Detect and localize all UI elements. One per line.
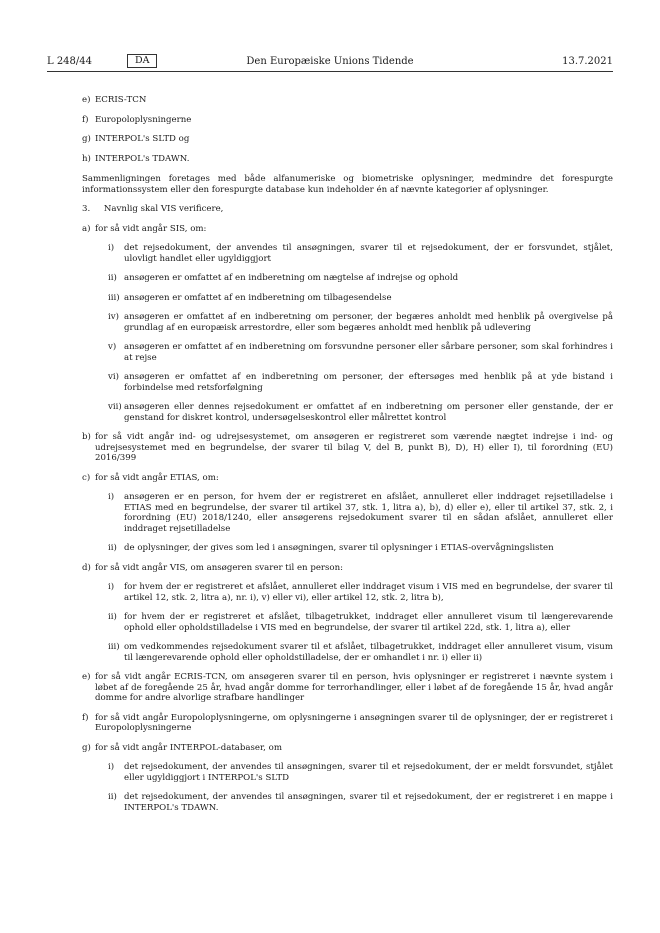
list-item-text: for så vidt angår SIS, om: (95, 223, 207, 234)
list-item-text: om vedkommendes rejsedokument svarer til et afslået, tilbagetrukket, inddraget eller annulleret visum, visum til længerevarende ophold eller opholdstilladelse, der er omhandlet i nr. i) eller ii) (124, 642, 613, 663)
sub-list-item (82, 612, 613, 633)
list-marker: g) (82, 134, 91, 144)
list-marker: c) (82, 472, 91, 483)
list-marker: e) (82, 95, 91, 105)
paragraph: 3. Navnlig skal VIS verificere, (82, 204, 224, 214)
list-item-text: for så vidt angår ind- og udrejsesystemet, om ansøgeren er registreret som værende nægtet indrejse i ind- og udrejsesystemet med en begrundelse, der svarer til bilag V, del B, punkt B), D), H) eller I), til forordning (EU) 2016/399 (95, 432, 613, 463)
list-item-text: INTERPOL's SLTD og (95, 134, 190, 144)
header-divider (47, 71, 613, 72)
list-item-text: for så vidt angår VIS, om ansøgeren svarer til en person: (95, 562, 344, 573)
list-marker: iii) (108, 292, 120, 303)
list-item (82, 224, 613, 235)
list-item-text: ansøgeren er omfattet af en indberetning om personer, der eftersøges med henblik på at yde bistand i forbindelse med retsforfølgning (124, 372, 613, 393)
list-item-text: ECRIS-TCN (95, 95, 147, 105)
list-marker: i) (108, 582, 115, 592)
list-marker: a) (82, 223, 91, 234)
list-item-text: for hvem der er registreret et afslået, annulleret eller inddraget visum i VIS med en begrundelse, der svarer til artikel 12, stk. 2, litra a), nr. i), v) eller vi), eller artikel 12, stk. 2, litra b), (124, 582, 613, 603)
list-item-text: ansøgeren er omfattet af en indberetning om personer, der begæres anholdt med henblik på overgivelse på grundlag af en europæisk arrestordre, eller som begæres anholdt med henblik på udlevering (124, 312, 613, 333)
list-marker: f) (82, 712, 89, 723)
list-marker: ii) (108, 273, 117, 283)
sub-list-item (82, 372, 613, 393)
publication-date: 13.7.2021 (562, 56, 613, 67)
list-marker: i) (108, 243, 115, 253)
list-marker: g) (82, 742, 91, 753)
list-item-text: det rejsedokument, der anvendes til ansøgningen, svarer til et rejsedokument, der er meldt forsvundet, stjålet eller ugyldiggjort i INTERPOL's SLTD (124, 762, 613, 783)
list-item-text: for så vidt angår Europoloplysningerne, om oplysningerne i ansøgningen svarer til de oplysninger, der er registreret i Europoloplysningerne (95, 712, 613, 733)
list-item-text: for så vidt angår INTERPOL-databaser, om (95, 742, 282, 753)
document-body (82, 95, 613, 813)
sub-list-item (82, 582, 613, 603)
list-item-text: ansøgeren eller dennes rejsedokument er omfattet af en indberetning om personer eller genstande, der er genstand for diskret kontrol, undersøgelseskontrol eller målrettet kontrol (124, 402, 613, 423)
sub-list-item (82, 312, 613, 333)
list-marker: ii) (108, 792, 117, 802)
list-marker: d) (82, 562, 91, 573)
list-marker: i) (108, 762, 115, 772)
list-item (82, 563, 613, 574)
list-item (82, 743, 613, 754)
list-marker: b) (82, 432, 91, 442)
list-item-text: det rejsedokument, der anvendes til ansøgningen, svarer til et rejsedokument, der er forsvundet, stjålet, ulovligt handlet eller ugyldiggjort (124, 243, 613, 264)
list-marker: iv) (108, 312, 119, 322)
list-item (82, 134, 613, 145)
list-item (82, 115, 613, 126)
list-marker: v) (108, 342, 117, 352)
list-item-text: for så vidt angår ETIAS, om: (95, 472, 219, 483)
list-marker: i) (108, 492, 115, 502)
list-item-text: Europoloplysningerne (95, 114, 192, 125)
list-marker: e) (82, 672, 91, 682)
sub-list-item (82, 642, 613, 663)
sub-list-item (82, 342, 613, 363)
list-marker: f) (82, 114, 89, 125)
list-marker: ii) (108, 543, 117, 553)
sub-list-item (82, 792, 613, 813)
list-marker: h) (82, 153, 91, 164)
journal-title: Den Europæiske Unions Tidende (246, 56, 414, 67)
list-marker: ii) (108, 612, 117, 622)
list-marker: vii) (108, 402, 122, 412)
sub-list-item (82, 402, 613, 423)
list-item (82, 672, 613, 704)
page-reference: L 248/44 (47, 56, 92, 67)
list-item-text: ansøgeren er omfattet af en indberetning om nægtelse af indrejse og ophold (124, 273, 459, 283)
list-item-text: for hvem der er registreret et afslået, tilbagetrukket, inddraget eller annulleret visum til længerevarende ophold eller opholdstilladelse i VIS med en begrundelse, der svarer til artikel 22d, stk. 1, litra a), eller (124, 612, 613, 633)
list-item-text: de oplysninger, der gives som led i ansøgningen, svarer til oplysninger i ETIAS-overvågningslisten (124, 543, 554, 553)
paragraph: Sammenligningen foretages med både alfanumeriske og biometriske oplysninger, medmindre det forespurgte informationssystem eller den forespurgte database kun indeholder én af nævnte kategorier af oplysninger. (82, 174, 613, 195)
list-item (82, 473, 613, 484)
list-item-text: ansøgeren er en person, for hvem der er registreret en afslået, annulleret eller inddraget rejsetilladelse i ETIAS med en begrundelse, der svarer til artikel 37, stk. 1, litra a), b), d) eller e), eller til artikel 37, stk. 2, i forordning (EU) 2018/1240, eller ansøgerens rejsedokument svarer til en sådan afslået, annulleret eller inddraget rejsetilladelse (124, 492, 613, 534)
list-item-text: ansøgeren er omfattet af en indberetning om forsvundne personer eller sårbare personer, som skal forhindres i at rejse (124, 342, 613, 363)
sub-list-item (82, 492, 613, 534)
list-marker: vi) (108, 372, 119, 382)
list-item (82, 432, 613, 464)
sub-list-item (82, 293, 613, 304)
sub-list-item (82, 273, 613, 284)
list-item-text: det rejsedokument, der anvendes til ansøgningen, svarer til et rejsedokument, der er registreret i en mappe i INTERPOL's TDAWN. (124, 792, 613, 813)
list-item (82, 95, 613, 106)
list-item-text: ansøgeren er omfattet af en indberetning om tilbagesendelse (124, 292, 392, 303)
language-badge: DA (127, 54, 157, 68)
sub-list-item (82, 243, 613, 264)
list-item (82, 154, 613, 165)
page-header (47, 55, 613, 69)
list-item-text: INTERPOL's TDAWN. (95, 153, 190, 164)
list-item (82, 713, 613, 734)
list-marker: iii) (108, 642, 120, 652)
list-item-text: for så vidt angår ECRIS-TCN, om ansøgeren svarer til en person, hvis oplysninger er registreret i nævnte system i løbet af de foregående 25 år, hvad angår domme for terrorhandlinger, eller i løbet af de foregående 15 år, hvad angår domme for andre alvorlige strafbare handlinger (95, 672, 613, 703)
sub-list-item (82, 762, 613, 783)
sub-list-item (82, 543, 613, 554)
